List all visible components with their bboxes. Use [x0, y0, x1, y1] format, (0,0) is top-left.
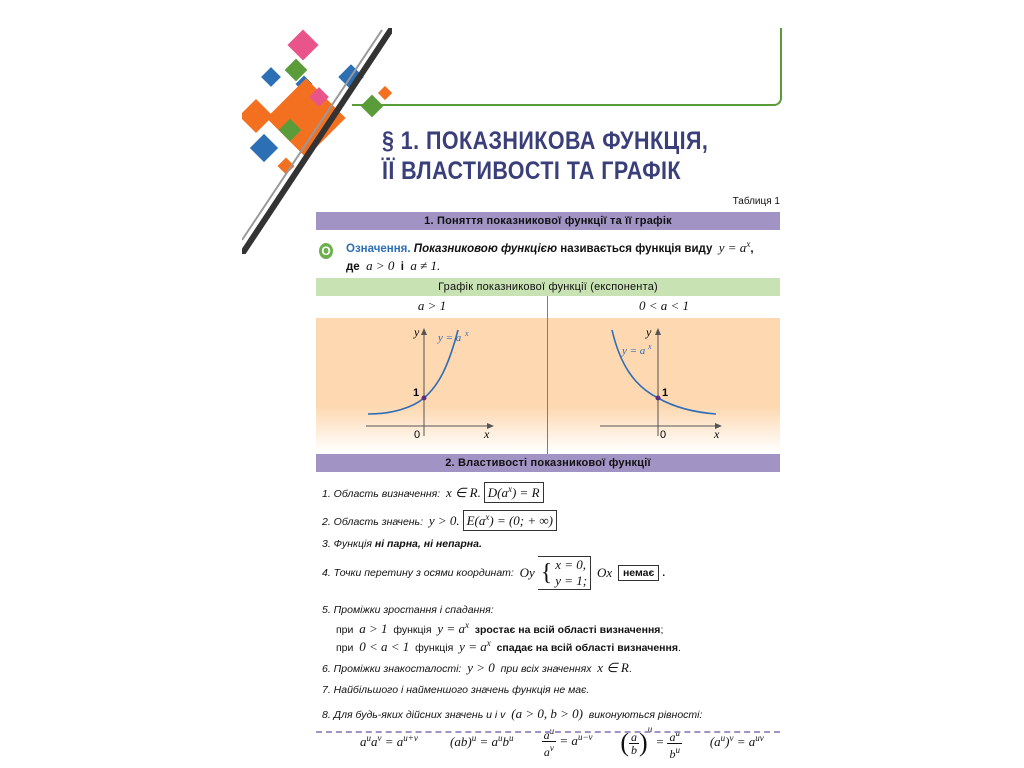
property-1-math: x ∈ R.	[446, 485, 481, 500]
page-title	[382, 126, 708, 186]
origin-label: 0	[660, 429, 667, 441]
property-4-system: { x = 0, y = 1;	[538, 556, 591, 590]
y-axis-label: y	[414, 325, 420, 339]
property-4-dot: .	[662, 567, 666, 579]
property-4-sys-1: x = 0,	[555, 557, 587, 572]
property-4-sys-2: y = 1;	[555, 573, 588, 588]
identity-5: $(a^u)^v = a^{uv}$	[709, 733, 764, 750]
x-axis-label: x	[484, 427, 490, 441]
one-label: 1	[662, 387, 669, 399]
property-4-label: 4. Точки перетину з осями координат:	[322, 567, 514, 579]
property-5a: при a > 1 функція y = ax зростає на всій області визначення;	[336, 620, 664, 636]
property-4	[322, 556, 665, 590]
property-3	[322, 538, 482, 550]
property-7: 7. Найбільшого і найменшого значень функція не має.	[322, 684, 590, 696]
property-3-label: 3. Функція	[322, 538, 372, 550]
property-1-box: $D(a^x) = R$	[484, 482, 544, 503]
curve-label-exp: x	[648, 342, 652, 351]
curve-label: y = a	[622, 345, 646, 357]
table-label: Таблиця 1	[732, 196, 780, 207]
definition-tail: ,	[750, 243, 754, 255]
identity-4: ( $\frac{a}{b}$ )u = $\frac{a^u}{b^u}$	[620, 724, 680, 761]
one-label: 1	[413, 387, 420, 399]
origin-label: 0	[414, 429, 421, 441]
property-2	[322, 510, 557, 531]
definition-term: Показниковою функцією	[413, 243, 558, 255]
property-2-label: 2. Область значень:	[322, 516, 424, 528]
identity-2: $(ab)^u = a^ub^u$	[450, 733, 514, 750]
definition-text: називається функція виду	[560, 243, 713, 255]
identity-3: $\frac{a^u}{a^v}$ = au−v	[543, 726, 593, 760]
definition-cond-1: a > 0	[366, 258, 395, 273]
property-2-box: $E(a^x) = (0$; + ∞)	[463, 510, 557, 531]
title-line-1: § 1. ПОКАЗНИКОВА ФУНКЦІЯ,	[382, 127, 709, 155]
property-3-bold: ні парна, ні непарна.	[374, 538, 482, 550]
point-0-1	[422, 396, 427, 401]
curve-label: y = a	[438, 332, 462, 344]
point-0-1	[656, 396, 661, 401]
definition-badge-letter: О	[319, 243, 333, 259]
definition-formula: y = a	[718, 240, 747, 255]
case-headers	[316, 296, 780, 318]
property-5b: при 0 < a < 1 функція y = ax спадає на всій області визначення.	[336, 638, 681, 654]
property-2-math: y > 0.	[428, 513, 460, 528]
definition-badge-icon	[316, 240, 336, 264]
definition-block	[316, 236, 780, 278]
property-1	[322, 482, 544, 503]
definition-word: Означення.	[346, 243, 411, 255]
property-5	[322, 604, 494, 616]
title-line-2: ЇЇ ВЛАСТИВОСТІ ТА ГРАФІК	[382, 157, 681, 185]
definition-and: і	[400, 261, 404, 273]
header-frame	[352, 28, 782, 106]
property-6: 6. Проміжки знакосталості: y > 0 при всіх значеннях x ∈ R.	[322, 660, 632, 675]
bottom-divider	[316, 731, 780, 733]
textbook-page	[242, 28, 782, 761]
property-4-ox: Ox	[596, 565, 613, 580]
property-5-label: 5. Проміжки зростання і спадання:	[322, 604, 494, 616]
property-8: 8. Для будь-яких дійсних значень u і v (a > 0, b > 0) виконуються рівності:	[322, 706, 703, 721]
definition-where: де	[346, 261, 360, 273]
definition-line-1	[346, 239, 754, 256]
identity-1: $a^ua^v = a^{u+v}$	[360, 733, 418, 750]
section-2-header: 2. Властивості показникової функції	[316, 454, 780, 472]
graph-increasing	[362, 324, 542, 444]
x-axis-label: x	[714, 427, 720, 441]
graph-header: Графік показникової функції (експонента)	[316, 278, 780, 296]
case-right: 0 < a < 1	[638, 298, 690, 313]
case-left: a > 1	[417, 298, 447, 313]
definition-cond-2: a ≠ 1.	[410, 258, 441, 273]
definition-line-2	[346, 258, 440, 274]
property-4-oy: Oy	[519, 565, 535, 580]
graph-divider	[547, 296, 548, 454]
identities-row	[360, 724, 764, 760]
y-axis-label: y	[646, 325, 652, 339]
property-1-label: 1. Область визначення:	[322, 488, 441, 500]
graph-decreasing	[600, 324, 780, 444]
definition-formula-exp: x	[746, 239, 751, 249]
section-1-header: 1. Поняття показникової функції та її графік	[316, 212, 780, 230]
curve-label-exp: x	[465, 329, 469, 338]
curve-decreasing	[612, 330, 716, 414]
property-4-none: немає	[618, 565, 659, 581]
